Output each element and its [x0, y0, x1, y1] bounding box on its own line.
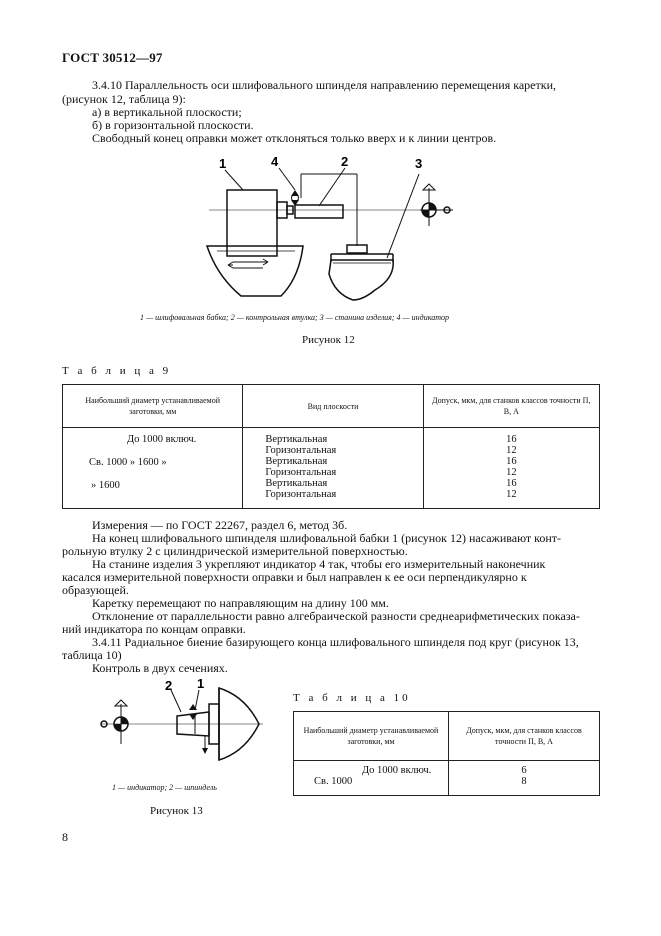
table-10-col-diameter [294, 761, 449, 796]
page-number: 8 [62, 830, 68, 844]
table-9-title: Т а б л и ц а 9 [62, 365, 172, 377]
para-3410-note: Свободный конец оправки может отклоняться только вверх и к линии центров. [92, 131, 497, 145]
table-10-title: Т а б л и ц а 10 [293, 692, 411, 704]
fig12-label-4: 4 [271, 154, 279, 169]
table-10-tol-row1: 6 [521, 765, 527, 776]
figure-12-diagram [195, 150, 475, 310]
para-indicator-line2: касался измерительной поверхности оправки и был направлен к ее оси перпендикулярно к [62, 570, 527, 584]
para-bush-line2: рольную втулку 2 с цилиндрической измерительной поверхностью. [62, 544, 408, 558]
para-two-sections: Контроль в двух сечениях. [92, 661, 228, 675]
document-header: ГОСТ 30512—97 [62, 50, 163, 65]
table-9-col-plane [243, 428, 423, 509]
fig12-label-3: 3 [415, 156, 423, 171]
table-9-plane-row6: Горизонтальная [265, 489, 337, 500]
para-indicator-line1: На станине изделия 3 укрепляют индикатор 4 так, чтобы его измерительный наконечник [92, 557, 546, 571]
control-bush-shape [295, 205, 343, 218]
table-9-diameter-row3: » 1600 [91, 480, 120, 491]
table-10-tol-row2: 8 [521, 776, 527, 787]
table-9-header-plane: Вид плоскости [243, 385, 423, 428]
table-9-tol-row3: 16 [506, 456, 517, 467]
grinding-head-base-shape [207, 246, 303, 296]
table-9-plane-row1: Вертикальная [265, 434, 328, 445]
table-9-header-diameter: Наибольший диаметр устанавливаемой заготовки, мм [63, 385, 243, 428]
para-3410-item-a: а) в вертикальной плоскости; [92, 105, 242, 119]
table-10-diameter-row1: До 1000 включ. [362, 765, 432, 776]
table-9-plane-row2: Горизонтальная [265, 445, 337, 456]
para-measurements: Измерения — по ГОСТ 22267, раздел 6, метод 3б. [92, 518, 348, 532]
fig13-label-2: 2 [165, 678, 173, 693]
para-deviation-line1: Отклонение от параллельности равно алгебраической разности среднеарифметических показа- [92, 609, 580, 623]
table-9-tol-row2: 12 [506, 445, 517, 456]
figure-12-caption: Рисунок 12 [302, 334, 355, 346]
table-9-tol-row6: 12 [506, 489, 517, 500]
table-9-diameter-row1: До 1000 включ. [127, 434, 197, 445]
fig12-label-1: 1 [219, 156, 227, 171]
table-9-header-tolerance: Допуск, мкм, для станков классов точности П, В, А [423, 385, 599, 428]
table-9-col-tolerance [423, 428, 599, 509]
para-3411-line1: 3.4.11 Радиальное биение базирующего конца шлифовального шпинделя под круг (рисунок 13, [92, 635, 579, 649]
table-10-diameter-row2: Св. 1000 [314, 776, 353, 787]
table-9 [62, 384, 600, 509]
para-bush-line1: На конец шлифовального шпинделя шлифовальной бабки 1 (рисунок 12) насаживают конт- [92, 531, 562, 545]
table-9-plane-row4: Горизонтальная [265, 467, 337, 478]
table-10 [293, 711, 600, 796]
table-10-col-tolerance [449, 761, 600, 796]
product-bed-shape [329, 260, 393, 300]
table-9-tol-row1: 16 [506, 434, 517, 445]
table-9-tol-row4: 12 [506, 467, 517, 478]
figure-12-legend: 1 — шлифовальная бабка; 2 — контрольная втулка; 3 — станина изделия; 4 — индикатор [140, 313, 450, 322]
figure-13-caption: Рисунок 13 [150, 805, 203, 817]
para-3410-item-b: б) в горизонтальной плоскости. [92, 118, 254, 132]
table-9-plane-row3: Вертикальная [265, 456, 328, 467]
table-9-plane-row5: Вертикальная [265, 478, 328, 489]
fig12-label-2: 2 [341, 154, 349, 169]
table-9-tol-row5: 16 [506, 478, 517, 489]
para-deviation-line2: ний индикатора по концам оправки. [62, 622, 246, 636]
para-3410-line2: (рисунок 12, таблица 9): [62, 92, 186, 106]
para-indicator-line3: образующей. [62, 583, 129, 597]
para-carriage: Каретку перемещают по направляющим на длину 100 мм. [92, 596, 389, 610]
fig13-label-1: 1 [197, 676, 205, 691]
para-3410-line1: 3.4.10 Параллельность оси шлифовального шпинделя направлению перемещения каретки, [92, 78, 557, 92]
table-9-diameter-row2: Св. 1000 » 1600 » [89, 457, 167, 468]
para-3411-line2: таблица 10) [62, 648, 122, 662]
table-9-col-diameter [63, 428, 243, 509]
table-10-header-tolerance: Допуск, мкм, для станков классов точности П, В, А [449, 712, 600, 761]
figure-13-diagram [95, 676, 270, 776]
figure-13-legend: 1 — индикатор; 2 — шпиндель [112, 783, 217, 792]
table-10-header-diameter: Наибольший диаметр устанавливаемой заготовки, мм [294, 712, 449, 761]
